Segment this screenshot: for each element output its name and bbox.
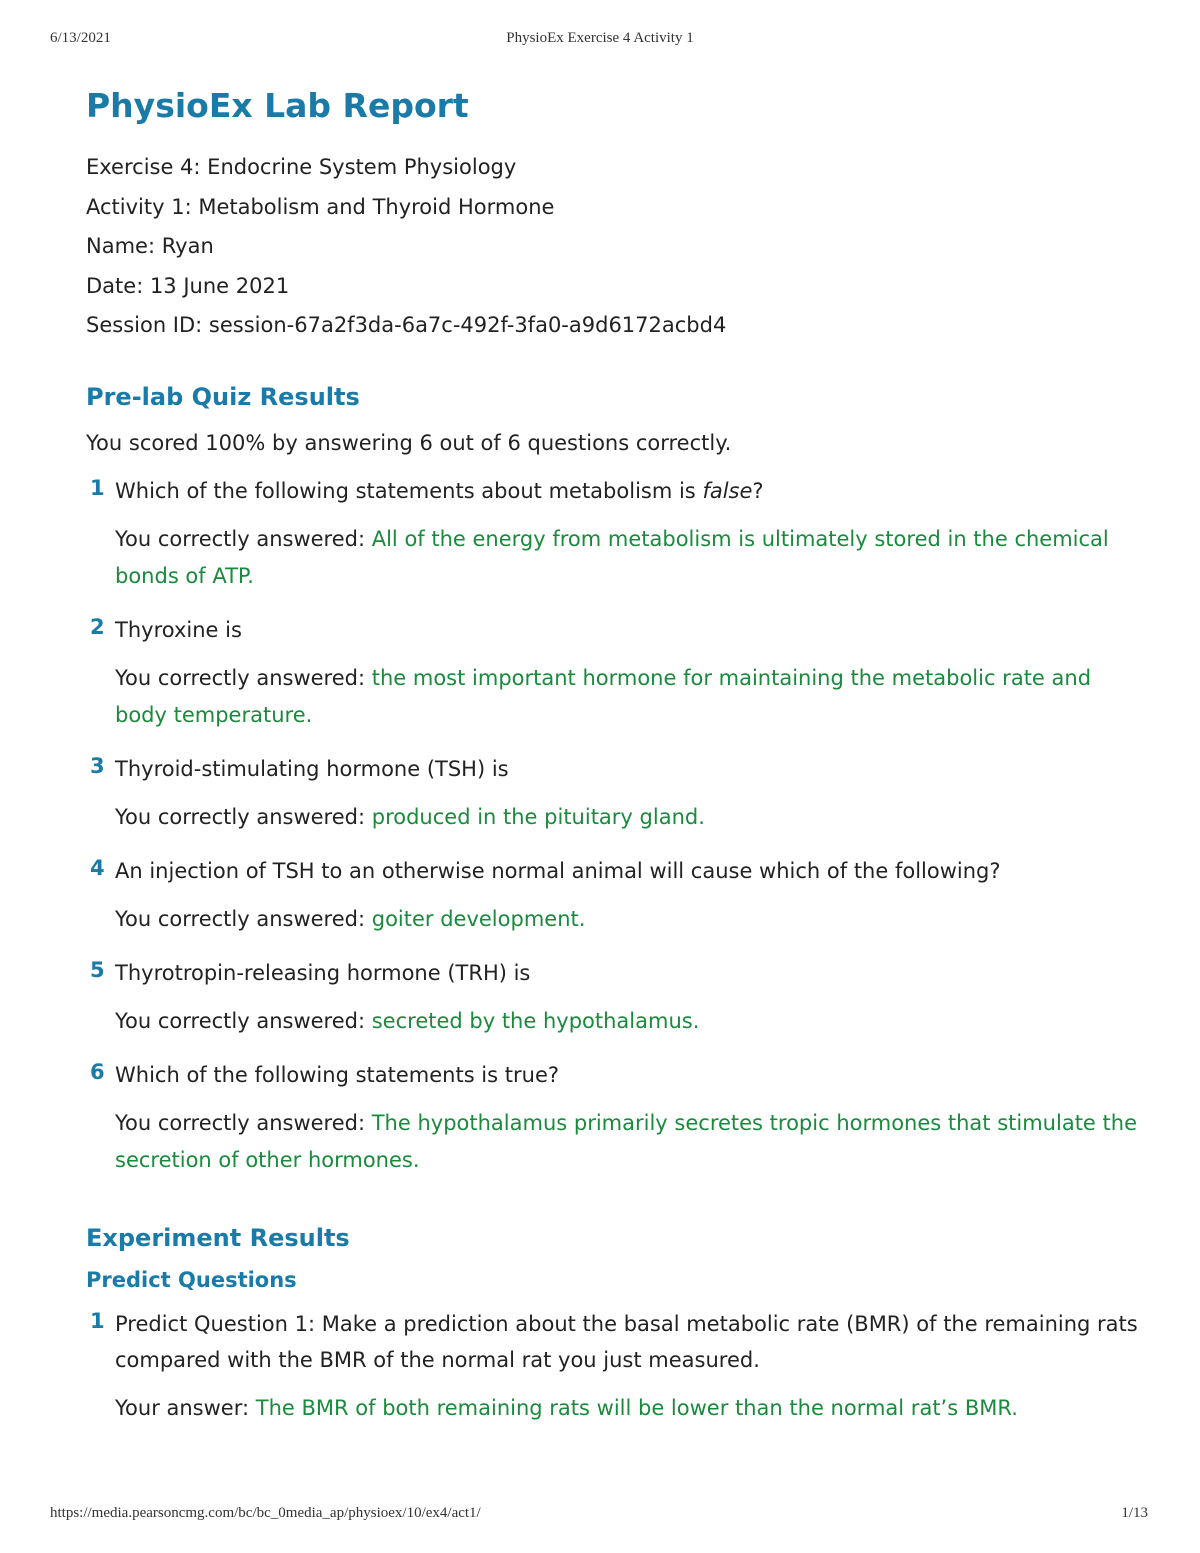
question-answer — [115, 1390, 1146, 1427]
predict-question-list — [86, 1306, 1146, 1427]
question-text-part: ? — [752, 478, 764, 503]
prelab-question — [86, 751, 1146, 836]
prelab-heading: Pre-lab Quiz Results — [86, 382, 360, 411]
question-number: 1 — [90, 1308, 105, 1333]
print-header — [0, 30, 1200, 50]
answer-label: You correctly answered: — [115, 906, 372, 931]
question-text — [115, 473, 1146, 509]
prelab-question — [86, 612, 1146, 734]
activity-line: Activity 1: Metabolism and Thyroid Hormone — [86, 194, 555, 219]
question-answer — [115, 660, 1146, 734]
question-text: Thyroid-stimulating hormone (TSH) is — [115, 756, 509, 781]
question-answer — [115, 521, 1146, 595]
print-date: 6/13/2021 — [50, 30, 111, 46]
question-text: Thyrotropin-releasing hormone (TRH) is — [115, 960, 531, 985]
predict-heading: Predict Questions — [86, 1267, 297, 1292]
answer-label: You correctly answered: — [115, 526, 372, 551]
print-url[interactable]: https://media.pearsoncmg.com/bc/bc_0media_ap/physioex/10/ex4/act1/ — [50, 1505, 481, 1521]
question-text-part: Which of the following statements about metabolism is — [115, 478, 703, 503]
question-number: 6 — [90, 1059, 105, 1084]
answer-label: You correctly answered: — [115, 665, 372, 690]
answer-value: All of the energy from metabolism is ultimately stored in the chemical bonds of ATP. — [115, 526, 1109, 588]
date-line: Date: 13 June 2021 — [86, 273, 290, 298]
question-answer — [115, 901, 1146, 938]
report-meta — [86, 148, 1146, 346]
question-answer — [115, 799, 1146, 836]
prelab-question — [86, 473, 1146, 595]
prelab-question — [86, 853, 1146, 938]
prelab-question — [86, 955, 1146, 1040]
answer-value: the most important hormone for maintaining the metabolic rate and body temperature. — [115, 665, 1092, 727]
session-line: Session ID: session-67a2f3da-6a7c-492f-3fa0-a9d6172acbd4 — [86, 313, 727, 337]
question-answer — [115, 1105, 1146, 1179]
answer-value: goiter development. — [371, 906, 586, 931]
question-emphasis: false — [702, 478, 753, 503]
prelab-question-list — [86, 473, 1146, 1179]
prelab-score: You scored 100% by answering 6 out of 6 questions correctly. — [86, 430, 732, 455]
answer-label: You correctly answered: — [115, 1008, 372, 1033]
page-number: 1/13 — [1121, 1505, 1148, 1521]
answer-label: You correctly answered: — [115, 804, 372, 829]
question-number: 3 — [90, 753, 105, 778]
prelab-question — [86, 1057, 1146, 1179]
exercise-line: Exercise 4: Endocrine System Physiology — [86, 155, 517, 179]
question-number: 1 — [90, 475, 105, 500]
question-text: Predict Question 1: Make a prediction about the basal metabolic rate (BMR) of the remaining rats compared with the BMR of the normal rat you just measured. — [115, 1311, 1138, 1372]
answer-value: secreted by the hypothalamus. — [371, 1008, 700, 1033]
report-content — [86, 82, 1146, 1427]
question-answer — [115, 1003, 1146, 1040]
question-text: Which of the following statements is true? — [115, 1062, 560, 1087]
answer-label: You correctly answered: — [115, 1110, 372, 1135]
experiment-heading: Experiment Results — [86, 1223, 350, 1252]
report-title: PhysioEx Lab Report — [86, 86, 469, 125]
print-footer — [0, 1505, 1200, 1525]
question-number: 5 — [90, 957, 105, 982]
question-number: 4 — [90, 855, 105, 880]
answer-value: The BMR of both remaining rats will be lower than the normal rat’s BMR. — [255, 1395, 1018, 1420]
answer-value: produced in the pituitary gland. — [371, 804, 705, 829]
question-text: Thyroxine is — [115, 617, 242, 642]
question-text: An injection of TSH to an otherwise normal animal will cause which of the following? — [115, 858, 1001, 883]
print-title: PhysioEx Exercise 4 Activity 1 — [506, 30, 694, 46]
answer-label: Your answer: — [115, 1395, 256, 1420]
answer-value: The hypothalamus primarily secretes tropic hormones that stimulate the secretion of other hormones. — [115, 1110, 1137, 1172]
question-number: 2 — [90, 614, 105, 639]
name-line: Name: Ryan — [86, 234, 214, 258]
predict-question — [86, 1306, 1146, 1427]
